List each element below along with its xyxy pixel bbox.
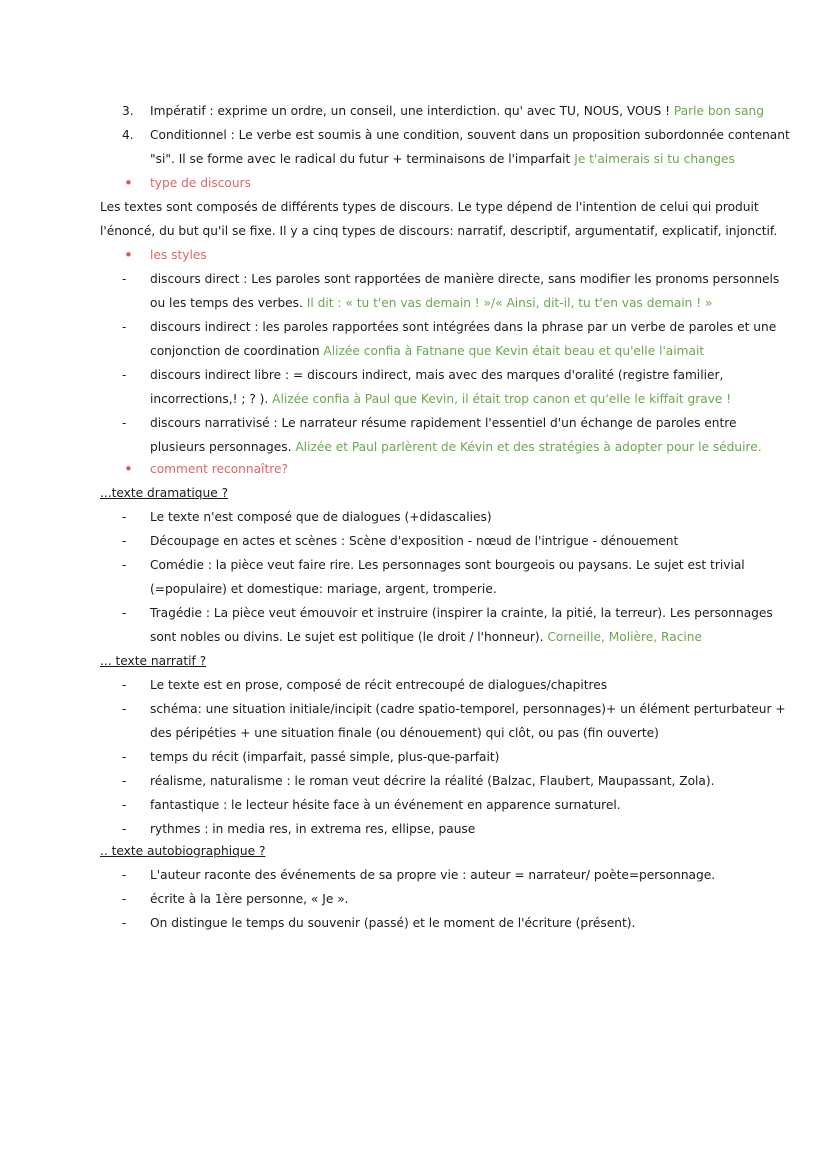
example-text: Alizée et Paul parlèrent de Kévin et des stratégies à adopter pour le séduire. [295,440,762,454]
list-number: 4. [122,128,134,142]
list-item: - temps du récit (imparfait, passé simple, plus-que-parfait) [122,750,500,764]
list-item: - L'auteur raconte des événements de sa propre vie : auteur = narrateur/ poète=personnage. [122,868,716,882]
bullet-type-discours [100,172,788,194]
list-item: - discours narrativisé : Le narrateur résume rapidement l'essentiel d'un échange de paroles entre [122,416,737,430]
list-item-cont: plusieurs personnages. Alizée et Paul parlèrent de Kévin et des stratégies à adopter pour le séduire. [150,440,762,454]
section-heading-narratif: ... texte narratif ? [100,654,207,668]
example-text: Il dit : « tu t'en vas demain ! »/« Ainsi, dit-il, tu t'en vas demain ! » [306,296,713,310]
list-item-cont: conjonction de coordination Alizée confia à Fatnane que Kevin était beau et qu'elle l'aimait [150,344,705,358]
list-item: - rythmes : in media res, in extrema res, ellipse, pause [122,822,476,836]
list-item-text: Impératif : exprime un ordre, un conseil, une interdiction. qu' avec TU, NOUS, VOUS ! [150,104,674,118]
list-item-cont: ou les temps des verbes. Il dit : « tu t'en vas demain ! »/« Ainsi, dit-il, tu t'en vas demain ! » [150,296,713,310]
list-item: - discours indirect : les paroles rapportées sont intégrées dans la phrase par un verbe de paroles et une [122,320,777,334]
bullet-marker: • [124,174,133,192]
example-text: Parle bon sang [673,104,764,118]
example-text: Alizée confia à Paul que Kevin, il était trop canon et qu'elle le kiffait grave ! [272,392,732,406]
list-item: - Découpage en actes et scènes : Scène d'exposition - nœud de l'intrigue - dénouement [122,534,679,548]
section-label: comment reconnaître? [150,462,288,476]
bullet-les-styles [100,244,788,266]
paragraph-line: l'énoncé, du but qu'il se fixe. Il y a cinq types de discours: narratif, descriptif, argumentatif, explicatif, injonctif. [100,224,778,238]
list-item-cont: (=populaire) et domestique: mariage, argent, tromperie. [150,582,497,596]
list-item: - discours direct : Les paroles sont rapportées de manière directe, sans modifier les pronoms personnels [122,272,780,286]
list-item-cont: sont nobles ou divins. Le sujet est politique (le droit / l'honneur). Corneille, Molière, Racine [150,630,703,644]
list-item-conditionnel [100,124,788,146]
example-text: Je t'aimerais si tu changes [574,152,735,166]
list-item-conditionnel-cont [100,148,788,170]
list-item-text: Conditionnel : Le verbe est soumis à une condition, souvent dans un proposition subordonnée contenant [150,128,790,142]
list-item: - fantastique : le lecteur hésite face à un événement en apparence surnaturel. [122,798,621,812]
section-label: les styles [150,248,207,262]
list-item: - réalisme, naturalisme : le roman veut décrire la réalité (Balzac, Flaubert, Maupassant, Zola). [122,774,715,788]
list-item-imperatif [100,100,788,122]
bullet-marker: • [124,460,133,478]
example-text: Corneille, Molière, Racine [547,630,703,644]
list-item: - écrite à la 1ère personne, « Je ». [122,892,349,906]
list-item-cont: des péripéties + une situation finale (ou dénouement) qui clôt, ou pas (fin ouverte) [150,726,659,740]
list-item: - Comédie : la pièce veut faire rire. Les personnages sont bourgeois ou paysans. Le sujet est trivial [122,558,745,572]
bullet-comment-reconnaitre [100,458,788,480]
list-item-cont: incorrections,! ; ? ). Alizée confia à Paul que Kevin, il était trop canon et qu'elle le kiffait grave ! [150,392,732,406]
bullet-marker: • [124,246,133,264]
section-heading-autobiographique: .. texte autobiographique ? [100,844,266,858]
list-item-text: "si". Il se forme avec le radical du futur + terminaisons de l'imparfait [150,152,575,166]
list-item: - On distingue le temps du souvenir (passé) et le moment de l'écriture (présent). [122,916,636,930]
section-label: type de discours [150,176,251,190]
list-number: 3. [122,104,134,118]
list-item: - Le texte n'est composé que de dialogues (+didascalies) [122,510,492,524]
list-item: - Tragédie : La pièce veut émouvoir et instruire (inspirer la crainte, la pitié, la terreur). Les personnages [122,606,773,620]
list-item: - discours indirect libre : = discours indirect, mais avec des marques d'oralité (registre familier, [122,368,724,382]
list-item: - Le texte est en prose, composé de récit entrecoupé de dialogues/chapitres [122,678,608,692]
list-item: - schéma: une situation initiale/incipit (cadre spatio-temporel, personnages)+ un élément perturbateur + [122,702,786,716]
paragraph-line: Les textes sont composés de différents types de discours. Le type dépend de l'intention de celui qui produit [100,200,759,214]
section-heading-dramatique: ...texte dramatique ? [100,486,229,500]
example-text: Alizée confia à Fatnane que Kevin était beau et qu'elle l'aimait [323,344,705,358]
